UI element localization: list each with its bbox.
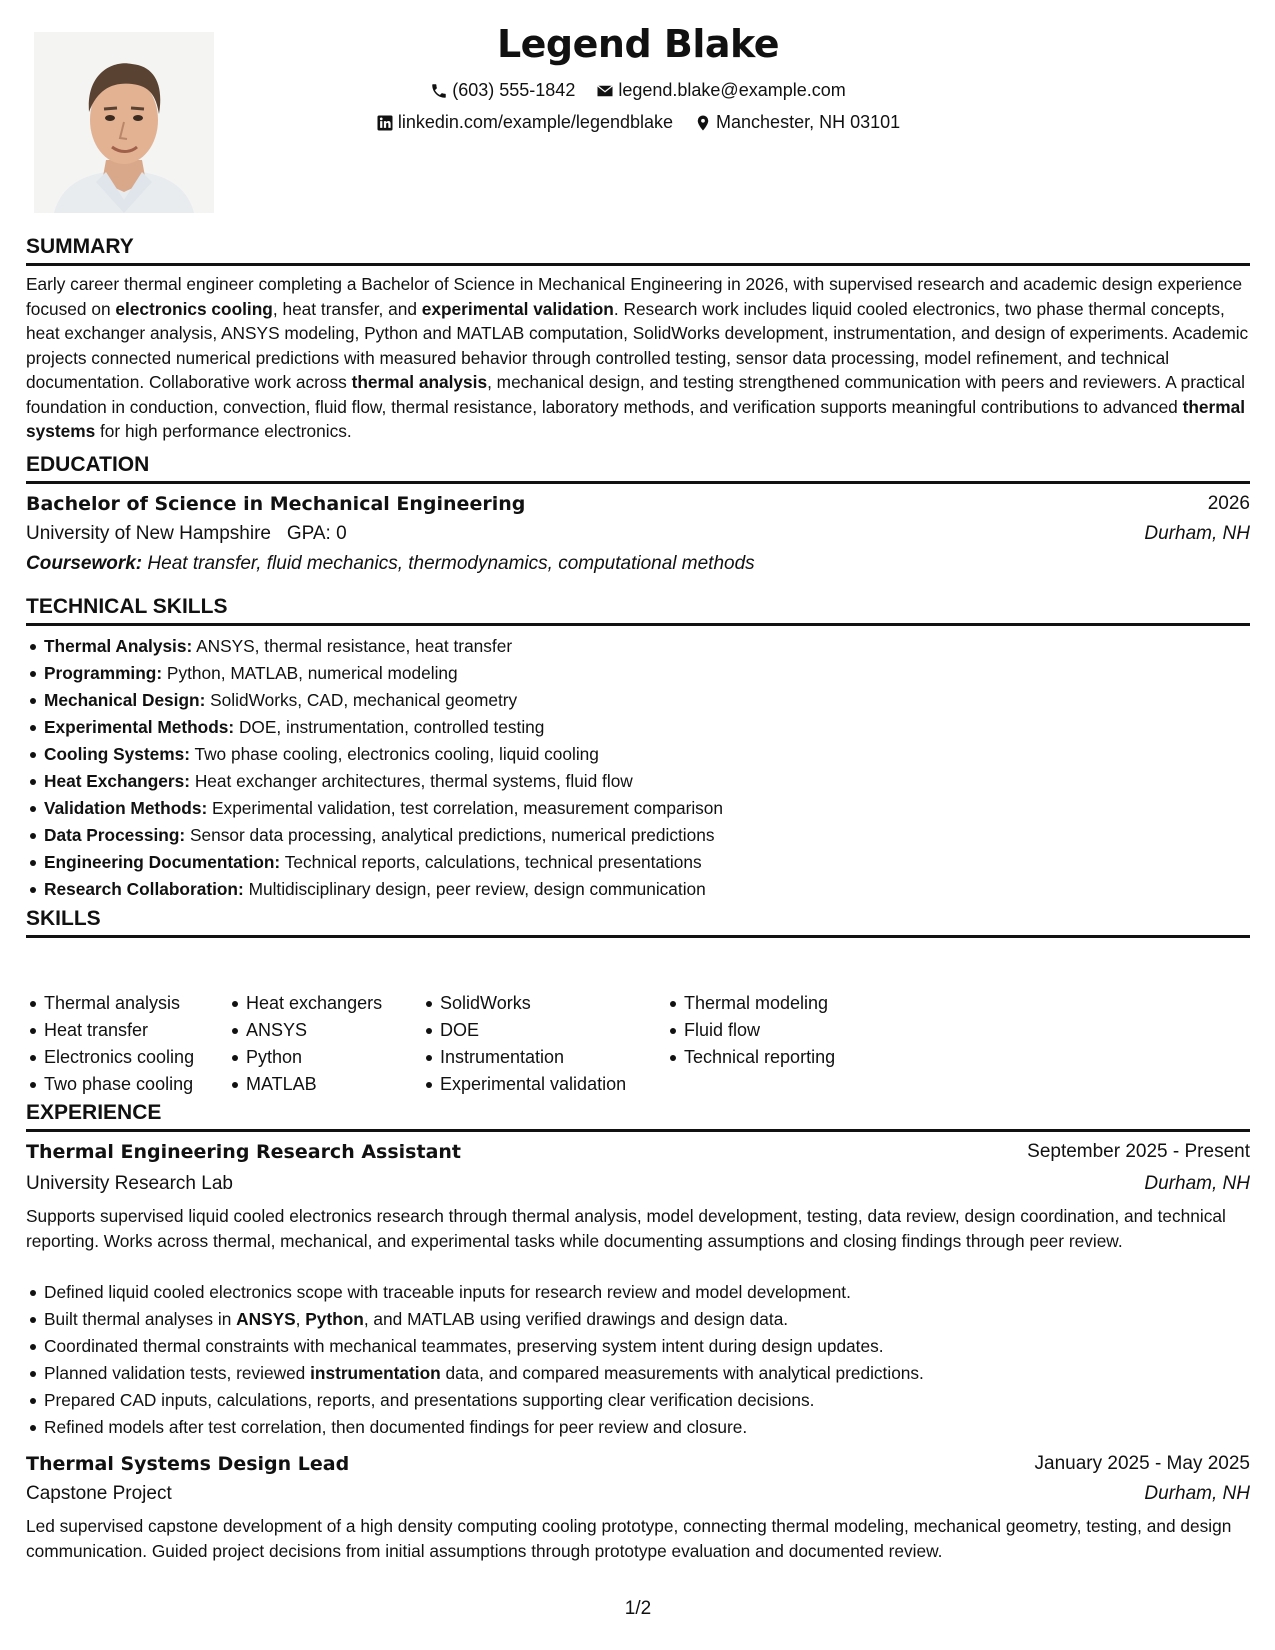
skills-heading: SKILLS <box>26 906 1250 938</box>
map-pin-icon <box>694 114 712 132</box>
summary-text: Early career thermal engineer completing a Bachelor of Science in Mechanical Engineering in 2026, with supervised research and academic design experience focused on electronics cooling, heat transfer, and experimental validation. Research work includes liquid cooled electronics, two phase thermal concepts, heat exchanger analysis, ANSYS modeling, Python and MATLAB computation, SolidWorks development, instrumentation, and design of experiments. Academic projects connected numerical predictions with measured behavior through controlled testing, sensor data processing, model refinement, and technical documentation. Collaborative work across thermal analysis, mechanical design, and testing strengthened communication with peers and reviewers. A practical foundation in conduction, convection, fluid flow, thermal resistance, laboratory methods, and verification supports meaningful contributions to advanced thermal systems for high performance electronics. <box>26 274 1249 441</box>
list-item: Engineering Documentation: Technical reports, calculations, technical presentations <box>44 849 1268 876</box>
skills-column-2 <box>228 990 422 1098</box>
coursework-label: Coursework: <box>26 553 143 574</box>
skills-column-4 <box>666 990 904 1098</box>
job-1-org-row <box>26 1170 1250 1198</box>
education-heading: EDUCATION <box>26 452 1250 484</box>
technical-skills-heading: TECHNICAL SKILLS <box>26 594 1250 626</box>
list-item: DOE <box>440 1017 666 1044</box>
job-2-org: Capstone Project <box>26 1483 172 1504</box>
list-item: MATLAB <box>246 1071 422 1098</box>
technical-skills-list <box>26 633 1268 903</box>
list-item: Data Processing: Sensor data processing, analytical predictions, numerical predictions <box>44 822 1268 849</box>
list-item: Research Collaboration: Multidisciplinary design, peer review, design communication <box>44 876 1268 903</box>
phone-number[interactable]: (603) 555-1842 <box>452 80 576 100</box>
list-item: Defined liquid cooled electronics scope with traceable inputs for research review and model development. <box>44 1279 1268 1306</box>
job-1-org: University Research Lab <box>26 1173 233 1194</box>
list-item: Python <box>246 1044 422 1071</box>
skills-columns <box>26 990 904 1098</box>
list-item: Fluid flow <box>684 1017 904 1044</box>
contact-row-secondary <box>26 112 1250 137</box>
summary-heading: SUMMARY <box>26 234 1250 266</box>
list-item: Planned validation tests, reviewed instrumentation data, and compared measurements with analytical predictions. <box>44 1360 1268 1387</box>
list-item: Thermal analysis <box>44 990 228 1017</box>
list-item: Electronics cooling <box>44 1044 228 1071</box>
school-location: Durham, NH <box>1144 523 1250 544</box>
job-2-description: Led supervised capstone development of a high density computing cooling prototype, connecting thermal modeling, mechanical geometry, testing, and design communication. Guided project decisions from initial assumptions through prototype evaluation and documented review. <box>26 1516 1232 1561</box>
coursework-text: Heat transfer, fluid mechanics, thermodynamics, computational methods <box>147 553 755 574</box>
envelope-icon <box>596 82 614 100</box>
list-item: Heat transfer <box>44 1017 228 1044</box>
page-number: 1/2 <box>624 1598 652 1619</box>
job-1-title-row <box>26 1138 1250 1166</box>
list-item: Coordinated thermal constraints with mechanical teammates, preserving system intent during design updates. <box>44 1333 1268 1360</box>
list-item: Experimental validation <box>440 1071 666 1098</box>
list-item: Mechanical Design: SolidWorks, CAD, mechanical geometry <box>44 687 1268 714</box>
list-item: Cooling Systems: Two phase cooling, electronics cooling, liquid cooling <box>44 741 1268 768</box>
job-1-dates: September 2025 - Present <box>1027 1141 1250 1162</box>
contact-row-primary <box>26 80 1250 105</box>
coursework-row <box>26 550 1250 578</box>
resume-page <box>26 0 1250 1650</box>
job-2-dates: January 2025 - May 2025 <box>1034 1453 1250 1474</box>
list-item: ANSYS <box>246 1017 422 1044</box>
job-2-role: Thermal Systems Design Lead <box>26 1453 350 1475</box>
email-contact <box>596 80 845 101</box>
school-name: University of New Hampshire <box>26 523 271 544</box>
skills-column-1 <box>26 990 228 1098</box>
education-degree-row <box>26 490 1250 518</box>
list-item: Two phase cooling <box>44 1071 228 1098</box>
school-info <box>26 520 347 548</box>
education-school-row <box>26 520 1250 548</box>
phone-contact <box>430 80 575 101</box>
gpa: GPA: 0 <box>286 523 347 544</box>
list-item: Heat Exchangers: Heat exchanger architectures, thermal systems, fluid flow <box>44 768 1268 795</box>
job-1-location: Durham, NH <box>1144 1173 1250 1194</box>
list-item: Thermal Analysis: ANSYS, thermal resistance, heat transfer <box>44 633 1268 660</box>
list-item: Technical reporting <box>684 1044 904 1071</box>
experience-heading: EXPERIENCE <box>26 1100 1250 1132</box>
list-item: Prepared CAD inputs, calculations, reports, and presentations supporting clear verification decisions. <box>44 1387 1268 1414</box>
skills-column-3 <box>422 990 666 1098</box>
linkedin-contact <box>376 112 673 133</box>
list-item: Validation Methods: Experimental validation, test correlation, measurement comparison <box>44 795 1268 822</box>
job-1-description: Supports supervised liquid cooled electronics research through thermal analysis, model development, testing, data review, design coordination, and technical reporting. Works across thermal, mechanical, and experimental tasks while documenting assumptions and closing findings through peer review. <box>26 1206 1226 1251</box>
list-item: Experimental Methods: DOE, instrumentation, controlled testing <box>44 714 1268 741</box>
email-address[interactable]: legend.blake@example.com <box>618 80 846 100</box>
location-contact <box>694 112 900 133</box>
linkedin-icon <box>376 114 394 132</box>
job-2-location: Durham, NH <box>1144 1483 1250 1504</box>
list-item: Refined models after test correlation, then documented findings for peer review and closure. <box>44 1414 1268 1441</box>
list-item: Heat exchangers <box>246 990 422 1017</box>
list-item: SolidWorks <box>440 990 666 1017</box>
degree-title: Bachelor of Science in Mechanical Engineering <box>26 493 526 515</box>
candidate-name: Legend Blake <box>496 22 780 66</box>
job-2-org-row <box>26 1480 1250 1508</box>
list-item: Built thermal analyses in ANSYS, Python, and MATLAB using verified drawings and design data. <box>44 1306 1268 1333</box>
list-item: Programming: Python, MATLAB, numerical modeling <box>44 660 1268 687</box>
list-item: Instrumentation <box>440 1044 666 1071</box>
linkedin-url[interactable]: linkedin.com/example/legendblake <box>397 112 674 132</box>
job-1-bullets <box>26 1279 1268 1441</box>
graduation-year: 2026 <box>1207 493 1250 514</box>
job-2-title-row <box>26 1450 1250 1478</box>
phone-icon <box>430 82 448 100</box>
job-1-role: Thermal Engineering Research Assistant <box>26 1141 461 1163</box>
location-text: Manchester, NH 03101 <box>716 112 901 132</box>
list-item: Thermal modeling <box>684 990 904 1017</box>
